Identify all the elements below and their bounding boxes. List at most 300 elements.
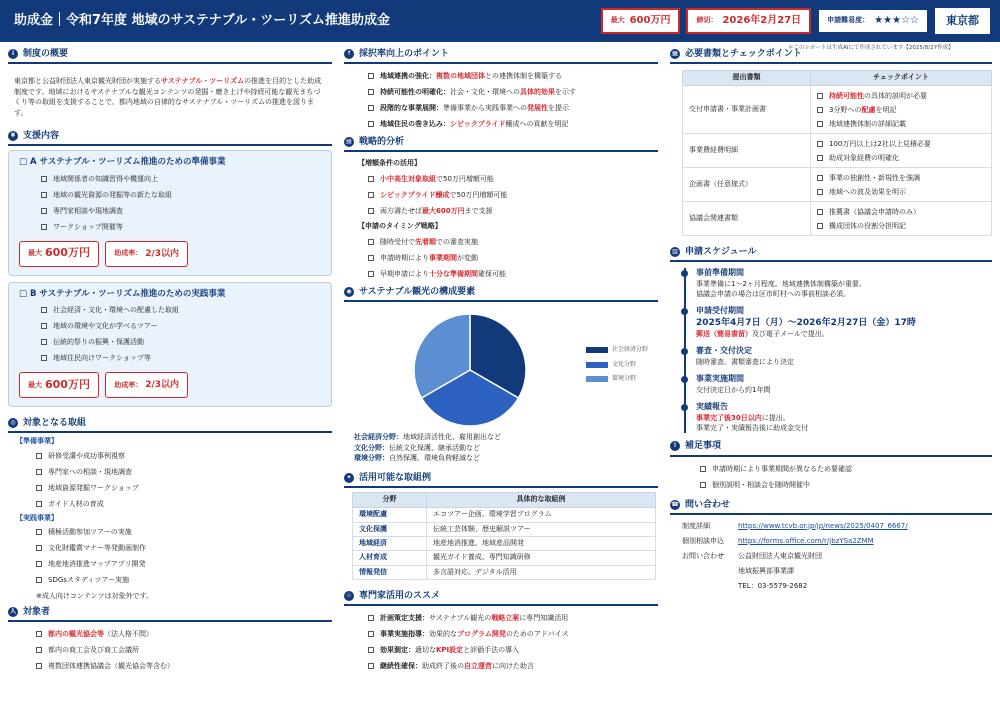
text-span: シビックプライド醸成 bbox=[380, 191, 450, 200]
list-item bbox=[36, 480, 332, 496]
schedule-item bbox=[696, 346, 992, 367]
note-key: 社会経済分野： bbox=[354, 433, 403, 442]
text-span: で50万円増額可能 bbox=[449, 191, 508, 200]
support-heading: ¥ 支援内容 bbox=[8, 130, 332, 146]
prac-label: 【実践事業】 bbox=[16, 513, 58, 522]
list-item-text bbox=[380, 68, 562, 84]
list-item-text bbox=[380, 171, 494, 187]
text-span: との連携体制を構築する bbox=[485, 72, 562, 81]
text-span: 小中高生対象取組 bbox=[380, 175, 436, 184]
text-span: 構成団体の役割分担明記 bbox=[829, 221, 906, 230]
checkbox-icon bbox=[700, 482, 706, 488]
table-row bbox=[353, 522, 656, 536]
list-item-text bbox=[380, 658, 534, 674]
composition-note bbox=[354, 432, 658, 443]
legend-label: 社会経済分野 bbox=[612, 346, 649, 354]
list-item-text bbox=[829, 103, 896, 117]
checkbox-icon bbox=[368, 89, 374, 95]
checkbox-icon bbox=[817, 107, 823, 113]
list-item bbox=[368, 642, 658, 658]
checkbox-icon bbox=[41, 208, 47, 214]
text-span: KPI設定 bbox=[436, 646, 464, 655]
left-column bbox=[8, 44, 332, 674]
max-amount-badge: 最大 600万円 bbox=[601, 8, 681, 34]
checkbox-icon bbox=[368, 255, 374, 261]
list-item bbox=[368, 203, 658, 219]
list-item-text: 積極活動参加ツアーの実施 bbox=[48, 528, 132, 537]
checkbox-icon bbox=[817, 155, 823, 161]
text-span: 両方満たせば bbox=[380, 207, 422, 216]
checkbox-icon bbox=[368, 105, 374, 111]
checkbox-icon bbox=[368, 631, 374, 637]
list-item-text: 地産地消推進マップアプリ開発 bbox=[48, 560, 146, 569]
list-item-text: 申請時期により事業期間が異なるため要確認 bbox=[712, 464, 852, 473]
checkbox-icon bbox=[817, 121, 823, 127]
legend-item bbox=[586, 346, 648, 354]
schedule-heading: 申請受付期間 bbox=[696, 306, 744, 316]
page-title: 助成金｜令和7年度 地域のサステナブル・ツーリズム推進助成金 bbox=[14, 13, 391, 29]
list-item bbox=[36, 464, 332, 480]
text-span: 最大600万円 bbox=[422, 207, 465, 216]
legend-swatch bbox=[586, 347, 608, 353]
doc-icon: ▦ bbox=[670, 49, 680, 59]
list-item bbox=[700, 477, 992, 493]
supplement-heading: ! 補足事項 bbox=[670, 440, 992, 456]
support-b-rate: 助成率： 2/3以内 bbox=[105, 372, 188, 398]
text-span: 十分な準備期間 bbox=[429, 270, 478, 279]
list-item-text: ガイド人材の育成 bbox=[48, 499, 104, 508]
doc-name-cell: 企画書（任意様式） bbox=[683, 168, 811, 202]
contact-row bbox=[682, 579, 992, 594]
text-span: 事業期間 bbox=[429, 254, 457, 263]
list-item bbox=[368, 171, 658, 187]
list-item bbox=[41, 334, 321, 350]
schedule-heading: ▥ 申請スケジュール bbox=[670, 246, 992, 262]
text-span: 助成終了後の bbox=[422, 662, 464, 671]
legend-label: 文化分野 bbox=[612, 360, 637, 368]
globe-icon: ◉ bbox=[344, 287, 354, 297]
list-item bbox=[41, 318, 321, 334]
composition-note bbox=[354, 453, 658, 464]
text-span: 地域への波及効果を明示 bbox=[829, 187, 906, 196]
list-item-text bbox=[380, 610, 568, 626]
list-item bbox=[36, 572, 332, 588]
text-span: での審査実施 bbox=[436, 238, 478, 247]
text-span: 100万円以上は2社以上見積必要 bbox=[829, 139, 931, 148]
text-span: に提出。 bbox=[761, 414, 790, 423]
warning-icon: ! bbox=[670, 441, 680, 451]
table-row bbox=[353, 565, 656, 579]
composition-heading: ◉ サステナブル観光の構成要素 bbox=[344, 286, 658, 302]
contact-value[interactable]: https://forms.office.com/r/jbzYSa2ZMM bbox=[738, 536, 874, 545]
text-span: 段階的な事業展開： bbox=[380, 104, 443, 113]
chart-icon: ▤ bbox=[344, 137, 354, 147]
checkbox-icon bbox=[817, 175, 823, 181]
list-item-text: SDGsスタディツアー実施 bbox=[48, 576, 130, 585]
list-item bbox=[368, 610, 658, 626]
experts-heading: ☆ 専門家活用のススメ bbox=[344, 590, 658, 606]
text-span: と評価手法の導入 bbox=[463, 646, 520, 655]
checkbox-icon bbox=[41, 192, 47, 198]
list-item-text: 地域の観光資源の発掘等の新たな取組 bbox=[53, 190, 172, 199]
schedule-item bbox=[696, 374, 992, 395]
doc-name-cell: 協議会関連書類 bbox=[683, 202, 811, 236]
list-item bbox=[36, 448, 332, 464]
contact-value: TEL：03-5579-2682 bbox=[738, 581, 808, 590]
list-item-text bbox=[829, 205, 920, 219]
doc-checks-cell bbox=[811, 86, 992, 134]
list-item bbox=[817, 205, 985, 219]
list-item bbox=[817, 89, 985, 103]
text-span: 継続性確保： bbox=[380, 662, 422, 671]
info-icon: i bbox=[8, 49, 18, 59]
contact-row bbox=[682, 549, 992, 564]
support-a-rate: 助成率： 2/3以内 bbox=[105, 241, 188, 267]
list-item-text: 地域関係者の知識習得や機運向上 bbox=[53, 174, 158, 183]
table-row bbox=[683, 202, 992, 236]
list-item bbox=[368, 187, 658, 203]
table-row bbox=[683, 86, 992, 134]
list-item-text bbox=[380, 642, 519, 658]
list-item-text bbox=[380, 100, 569, 116]
list-item-text bbox=[380, 234, 478, 250]
contact-row bbox=[682, 534, 992, 549]
list-item-text: 地域の環境や文化が学べるツアー bbox=[53, 322, 158, 331]
doc-checks-cell bbox=[811, 168, 992, 202]
header-bar bbox=[0, 0, 1000, 42]
checkbox-icon bbox=[368, 271, 374, 277]
difficulty-badge: 申請難易度： ★★★☆☆ bbox=[817, 8, 929, 34]
text-span: 事業完了後30日以内 bbox=[696, 414, 762, 423]
contact-key: 制度詳細 bbox=[682, 521, 710, 530]
text-span: 醸成への貢献を明記 bbox=[505, 120, 569, 129]
table-row bbox=[353, 536, 656, 550]
deadline-badge: 締切： 2026年2月27日 bbox=[686, 8, 811, 34]
support-b-box bbox=[8, 282, 332, 407]
checkbox-icon bbox=[36, 545, 42, 551]
list-item bbox=[368, 116, 658, 132]
overview-heading: i 制度の概要 bbox=[8, 48, 332, 64]
list-item bbox=[41, 187, 321, 203]
list-item-text bbox=[48, 658, 174, 674]
list-item bbox=[817, 103, 985, 117]
schedule-line bbox=[696, 329, 992, 339]
schedule-dates: 2025年4月7日（月）～2026年2月27日（金）17時 bbox=[696, 318, 916, 329]
list-item bbox=[41, 219, 321, 235]
list-item bbox=[368, 234, 658, 250]
list-item-text bbox=[48, 642, 139, 658]
contact-key: お問い合わせ bbox=[682, 551, 724, 560]
list-item-text bbox=[829, 151, 899, 165]
inc-label: 【増額条件の活用】 bbox=[358, 159, 421, 168]
list-item bbox=[36, 626, 332, 642]
text-span: 配慮 bbox=[861, 105, 876, 114]
schedule-heading: 事前準備期間 bbox=[696, 268, 744, 278]
target-icon: ◎ bbox=[8, 418, 18, 428]
schedule-heading: 実績報告 bbox=[696, 402, 728, 412]
list-item-text: 専門家への相談・現地調査 bbox=[48, 467, 132, 476]
checkbox-icon bbox=[36, 529, 42, 535]
text-span: 郵送（簡易書留） bbox=[696, 330, 752, 339]
overview-text: 東京都と公益財団法人東京観光財団が実施するサステナブル・ツーリズムの推進を目的とした助成制度です。地域におけるサステナブルな観光コンテンツの発掘・磨き上げや持続可能な観光まちづくり等の取組を支援することで、都内地域の自律的なサステナブル・ツーリズムの推進を図ります。 bbox=[14, 77, 322, 117]
schedule-item bbox=[696, 402, 992, 433]
text-span: まで支援 bbox=[464, 207, 493, 216]
docs-heading: ▦ 必要書類とチェックポイント bbox=[670, 48, 992, 64]
list-item bbox=[368, 626, 658, 642]
schedule-line: 随時審査。書類審査により決定 bbox=[696, 358, 794, 367]
checkbox-icon bbox=[41, 224, 47, 230]
text-span: 確保可能 bbox=[478, 270, 506, 279]
support-b-max: 最大 600万円 bbox=[19, 372, 99, 398]
table-cell: 人材育成 bbox=[353, 551, 427, 565]
contact-key: 個別相談申込 bbox=[682, 536, 724, 545]
list-item-text bbox=[829, 89, 927, 103]
doc-checks-cell bbox=[811, 134, 992, 168]
note-key: 環境分野： bbox=[354, 454, 389, 463]
list-item bbox=[36, 496, 332, 512]
text-span: 助成対象経費の明確化 bbox=[829, 153, 899, 162]
prep-label: 【準備事業】 bbox=[16, 437, 58, 446]
text-span: サステナブル観光の bbox=[429, 614, 492, 623]
text-span: の具体的説明が必要 bbox=[864, 91, 927, 100]
contact-value: 地域振興部事業課 bbox=[738, 566, 794, 575]
checkbox-icon bbox=[41, 339, 47, 345]
checkbox-icon bbox=[368, 663, 374, 669]
table-cell: 観光ガイド養成、専門知識研修 bbox=[427, 551, 656, 565]
support-a-max: 最大 600万円 bbox=[19, 241, 99, 267]
checkbox-icon bbox=[36, 663, 42, 669]
list-item-text: 文化財鑑賞マナー等発動画制作 bbox=[48, 544, 146, 553]
text-span: 社会・文化・環境への bbox=[450, 88, 520, 97]
schedule-line: 交付決定日から約1年間 bbox=[696, 386, 771, 395]
text-span: 早期申請により bbox=[380, 270, 429, 279]
checkbox-icon bbox=[41, 307, 47, 313]
text-span: 複数の地域団体 bbox=[436, 72, 485, 81]
list-item bbox=[41, 302, 321, 318]
list-item bbox=[36, 524, 332, 540]
text-span: のためのアドバイス bbox=[505, 630, 569, 639]
list-item-text: 地域資源発掘ワークショップ bbox=[48, 483, 139, 492]
list-item-text bbox=[380, 266, 506, 282]
text-span: 推薦書（協議会申請時のみ） bbox=[829, 207, 920, 216]
middle-column bbox=[344, 44, 658, 674]
checkbox-icon bbox=[368, 239, 374, 245]
list-item-text: ワークショップ開催等 bbox=[53, 222, 123, 231]
list-item-text bbox=[380, 203, 493, 219]
contact-key bbox=[682, 564, 738, 579]
list-item bbox=[36, 658, 332, 674]
targets-heading: ◎ 対象となる取組 bbox=[8, 417, 332, 433]
text-span: 事業の独創性・新規性を強調 bbox=[829, 173, 920, 182]
checkbox-icon bbox=[41, 176, 47, 182]
text-span: 戦略立案 bbox=[491, 614, 520, 623]
docs-table: 提出書類 チェックポイント 交付申請書・事業計画書 持続可能性の具体的説明が必要 3分野への配慮を明記 地域連携体制の詳細記載 事業費経費明細 100万円以上は2社以上見積必要 助成対象経費の明確化 企画書（任意様式） 事業の独創性・新規性を強調 地域への波及効果を明示 協議会関連書類 推薦書（協議会申請時のみ） 構成団体の役割分担明記 bbox=[682, 70, 992, 236]
checkbox-icon bbox=[36, 561, 42, 567]
list-item-text: 専門家相談や現地調査 bbox=[53, 206, 123, 215]
timing-label: 【申請のタイミング戦略】 bbox=[358, 222, 442, 231]
text-span: プログラム開発 bbox=[457, 630, 506, 639]
list-item bbox=[41, 350, 321, 366]
table-cell: 多言語対応、デジタル活用 bbox=[427, 565, 656, 579]
checkbox-icon bbox=[817, 209, 823, 215]
bulb-icon: ✦ bbox=[344, 473, 354, 483]
org-badge: 東京都 bbox=[935, 8, 990, 34]
checkbox-icon bbox=[41, 355, 47, 361]
pie-legend bbox=[586, 346, 648, 388]
text-span: 計画策定支援： bbox=[380, 614, 429, 623]
list-item-text bbox=[829, 185, 906, 199]
money-icon: ¥ bbox=[8, 131, 18, 141]
checkbox-icon bbox=[36, 485, 42, 491]
table-row bbox=[353, 508, 656, 522]
schedule-line: 事業準備に1～2ヶ月程度。地域連携体制構築が重要。 bbox=[696, 280, 866, 289]
list-item-text bbox=[829, 137, 931, 151]
text-span: 地域住民の巻き込み： bbox=[380, 120, 450, 129]
contact-value: 公益財団法人東京観光財団 bbox=[738, 551, 822, 560]
text-span: 発展性 bbox=[527, 104, 548, 113]
text-span: 3分野への bbox=[829, 105, 862, 114]
checkbox-icon bbox=[36, 469, 42, 475]
legend-swatch bbox=[586, 362, 608, 368]
checkbox-icon bbox=[36, 453, 42, 459]
list-item bbox=[817, 219, 985, 233]
checkbox-icon bbox=[36, 501, 42, 507]
legend-item bbox=[586, 361, 648, 369]
support-b-title: □ B サステナブル・ツーリズム推進のための実践事業 bbox=[19, 288, 226, 299]
text-span: 準備事業から実践事業への bbox=[443, 104, 527, 113]
note-value: 地域経済活性化、雇用創出など bbox=[403, 433, 501, 442]
contact-row bbox=[682, 519, 992, 534]
table-cell: 伝統工芸体験、歴史解説ツアー bbox=[427, 522, 656, 536]
list-item bbox=[36, 556, 332, 572]
doc-name-cell: 交付申請書・事業計画書 bbox=[683, 86, 811, 134]
text-span: が変動 bbox=[457, 254, 478, 263]
checkbox-icon bbox=[817, 223, 823, 229]
schedule-item bbox=[696, 306, 992, 339]
text-span: 複数団体連携協議会（観光協会等含む） bbox=[48, 662, 174, 671]
text-span: 適切な bbox=[415, 646, 436, 655]
checkbox-icon bbox=[368, 615, 374, 621]
text-span: 持続可能性の明確化： bbox=[380, 88, 450, 97]
text-span: 地域連携体制の詳細記載 bbox=[829, 119, 906, 128]
checkbox-icon bbox=[36, 647, 42, 653]
list-item-text: 社会経済・文化・環境への配慮した取組 bbox=[53, 306, 179, 315]
legend-item bbox=[586, 375, 648, 383]
table-cell: 地域経済 bbox=[353, 536, 427, 550]
calendar-icon: ▥ bbox=[670, 247, 680, 257]
list-item-text: 地域住民向けワークショップ等 bbox=[53, 354, 151, 363]
table-cell: 環境配慮 bbox=[353, 508, 427, 522]
doc-name-cell: 事業費経費明細 bbox=[683, 134, 811, 168]
examples-table: 分野 具体的な取組例 環境配慮 エコツアー企画、環境学習プログラム 文化保護 伝統工芸体験、歴史解説ツアー 地域経済 地産地消推進、地域産品開発 人材育成 観光ガイド養成、専門知識研修 情報発信 多言語対応、デジタル活用 bbox=[352, 492, 656, 580]
checkbox-icon bbox=[368, 73, 374, 79]
list-item bbox=[817, 171, 985, 185]
list-item bbox=[368, 658, 658, 674]
people-icon: 人 bbox=[8, 607, 18, 617]
list-item-text bbox=[829, 219, 906, 233]
schedule-heading: 事業実施期間 bbox=[696, 374, 744, 384]
table-row bbox=[353, 551, 656, 565]
strategy-heading: ▤ 戦略的分析 bbox=[344, 136, 658, 152]
pie-area bbox=[344, 306, 658, 432]
points-heading: ↑ 採択率向上のポイント bbox=[344, 48, 658, 64]
note-value: 伝統文化保護、継承活動など bbox=[389, 443, 480, 452]
ai-note: ＊このレポートは生成AIにて作成されています【2025/8/27作成】 bbox=[788, 45, 954, 51]
pie-chart bbox=[410, 310, 530, 430]
text-span: 都内の商工会及び商工会議所 bbox=[48, 646, 139, 655]
text-span: 持続可能性 bbox=[829, 91, 864, 100]
legend-swatch bbox=[586, 376, 608, 382]
contact-row bbox=[682, 564, 992, 579]
text-span: を明記 bbox=[875, 105, 897, 114]
list-item bbox=[368, 250, 658, 266]
text-span: 事業実施指導： bbox=[380, 630, 429, 639]
checkbox-icon bbox=[700, 466, 706, 472]
contact-key bbox=[682, 579, 738, 594]
right-column bbox=[670, 44, 992, 594]
schedule-line bbox=[696, 413, 992, 423]
note-key: 文化分野： bbox=[354, 443, 389, 452]
table-row bbox=[683, 168, 992, 202]
text-span: 地域連携の強化： bbox=[380, 72, 436, 81]
schedule-line: 事業完了・実績報告後に助成金交付 bbox=[696, 424, 808, 433]
list-item bbox=[36, 540, 332, 556]
targets-note: ※成人向けコンテンツは対象外です。 bbox=[36, 592, 153, 601]
legend-label: 環境分野 bbox=[612, 374, 637, 382]
eligible-heading: 人 対象者 bbox=[8, 606, 332, 622]
support-a-title: □ A サステナブル・ツーリズム推進のための準備事業 bbox=[19, 157, 226, 168]
text-span: を提示 bbox=[548, 104, 569, 113]
list-item-text bbox=[829, 171, 920, 185]
list-item bbox=[41, 203, 321, 219]
text-span: 申請時期により bbox=[380, 254, 429, 263]
up-icon: ↑ bbox=[344, 49, 354, 59]
examples-heading: ✦ 活用可能な取組例 bbox=[344, 472, 658, 488]
text-span: 効果測定： bbox=[380, 646, 415, 655]
table-cell: エコツアー企画、環境学習プログラム bbox=[427, 508, 656, 522]
table-row bbox=[683, 134, 992, 168]
list-item-text: 研修受講や成功事例視察 bbox=[48, 451, 125, 460]
list-item-text bbox=[380, 116, 569, 132]
list-item-text bbox=[48, 626, 153, 642]
text-span: 都内の観光協会等 bbox=[48, 630, 104, 639]
text-span: で50万円増額可能 bbox=[436, 175, 494, 184]
table-cell: 文化保護 bbox=[353, 522, 427, 536]
contact-value[interactable]: https://www.tcvb.or.jp/jp/news/2025/0407_6667/ bbox=[738, 521, 908, 530]
text-span: 具体的効果 bbox=[520, 88, 555, 97]
doc-checks-cell bbox=[811, 202, 992, 236]
checkbox-icon bbox=[36, 577, 42, 583]
text-span: に専門知識活用 bbox=[519, 614, 569, 623]
text-span: 先着順 bbox=[415, 238, 436, 247]
checkbox-icon bbox=[368, 208, 374, 214]
list-item bbox=[368, 100, 658, 116]
note-value: 自然保護、環境負荷軽減など bbox=[389, 454, 480, 463]
list-item bbox=[41, 171, 321, 187]
text-span: 及び電子メールで提出。 bbox=[752, 330, 829, 339]
checkbox-icon bbox=[368, 192, 374, 198]
text-span: シビックプライド bbox=[450, 120, 506, 129]
checkbox-icon bbox=[368, 647, 374, 653]
list-item-text: 個別説明・相談会を随時開催中 bbox=[712, 480, 810, 489]
support-a-box bbox=[8, 150, 332, 275]
table-cell: 地産地消推進、地域産品開発 bbox=[427, 536, 656, 550]
checkbox-icon bbox=[817, 93, 823, 99]
list-item-text bbox=[380, 84, 576, 100]
table-cell: 情報発信 bbox=[353, 565, 427, 579]
list-item bbox=[817, 137, 985, 151]
list-item bbox=[368, 84, 658, 100]
